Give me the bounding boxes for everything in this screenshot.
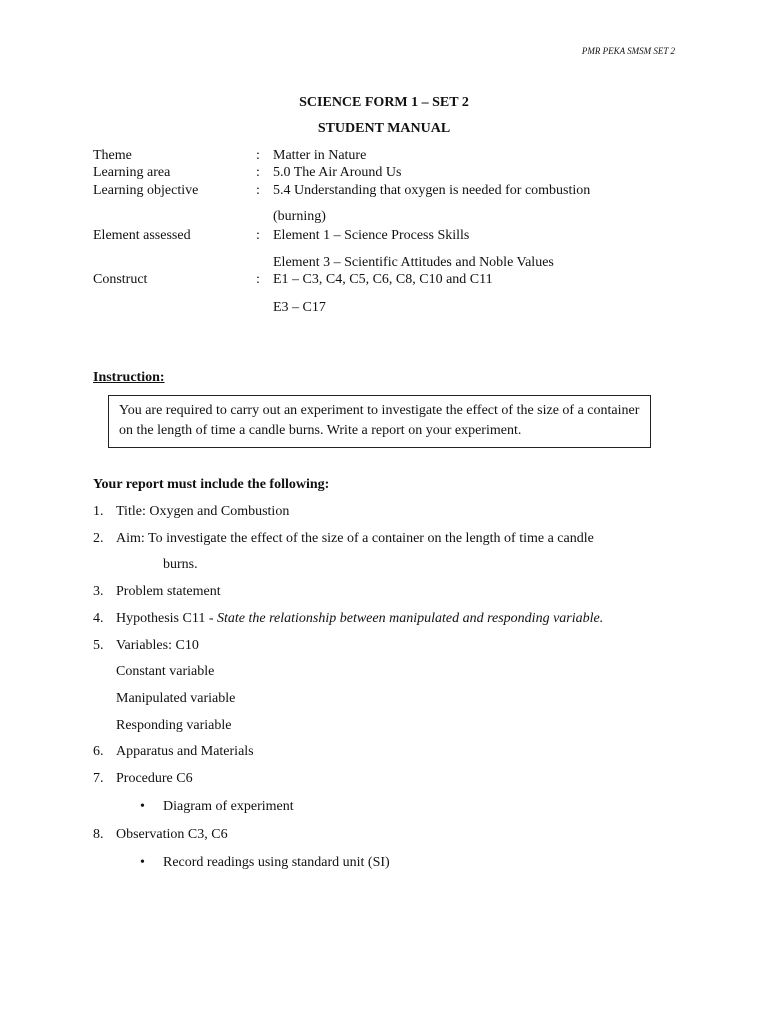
element-assessed-label: Element assessed	[93, 228, 191, 243]
list-item-number: 6.	[93, 744, 104, 759]
bullet-item: Record readings using standard unit (SI)	[163, 855, 390, 870]
list-item-number: 3.	[93, 584, 104, 599]
list-item-number: 7.	[93, 771, 104, 786]
list-item-number: 4.	[93, 611, 104, 626]
document-subtitle: STUDENT MANUAL	[317, 121, 451, 136]
list-item: Variables: C10	[116, 638, 199, 653]
theme-value: Matter in Nature	[273, 148, 367, 163]
list-item: Apparatus and Materials	[116, 744, 254, 759]
bullet-icon: •	[140, 799, 145, 814]
hypothesis-label: Hypothesis C11 -	[116, 611, 217, 626]
learning-objective-value-cont: (burning)	[273, 209, 326, 224]
list-item: Procedure C6	[116, 771, 193, 786]
list-item-number: 2.	[93, 531, 104, 546]
list-item: Problem statement	[116, 584, 221, 599]
colon: :	[256, 148, 260, 163]
hypothesis-note: State the relationship between manipulated and responding variable.	[216, 611, 604, 626]
sub-item: Manipulated variable	[116, 691, 236, 706]
list-item: Aim: To investigate the effect of the size of a container on the length of time a candle	[116, 531, 594, 546]
construct-value-1: E1 – C3, C4, C5, C6, C8, C10 and C11	[273, 272, 493, 287]
list-item-number: 5.	[93, 638, 104, 653]
learning-area-label: Learning area	[93, 165, 171, 180]
learning-objective-label: Learning objective	[93, 183, 199, 198]
list-item-number: 8.	[93, 827, 104, 842]
learning-objective-value: 5.4 Understanding that oxygen is needed for combustion	[273, 183, 591, 198]
construct-label: Construct	[93, 272, 148, 287]
element-assessed-value-1: Element 1 – Science Process Skills	[273, 228, 470, 243]
running-header: PMR PEKA SMSM SET 2	[581, 46, 675, 56]
list-item	[116, 611, 603, 627]
sub-item: Constant variable	[116, 664, 215, 679]
bullet-icon: •	[140, 855, 145, 870]
instruction-box: You are required to carry out an experiment to investigate the effect of the size of a container on the length of time a candle burns. Write a report on your experiment.	[108, 395, 651, 448]
colon: :	[256, 183, 260, 198]
learning-area-value: 5.0 The Air Around Us	[273, 165, 402, 180]
theme-label: Theme	[93, 148, 132, 163]
sub-item: Responding variable	[116, 718, 232, 733]
colon: :	[256, 272, 260, 287]
instruction-heading: Instruction:	[93, 370, 165, 385]
construct-value-2: E3 – C17	[273, 300, 326, 315]
list-item-number: 1.	[93, 504, 104, 519]
colon: :	[256, 228, 260, 243]
list-item-continuation: burns.	[163, 557, 198, 572]
colon: :	[256, 165, 260, 180]
document-title: SCIENCE FORM 1 – SET 2	[299, 95, 469, 110]
list-item: Title: Oxygen and Combustion	[116, 504, 290, 519]
bullet-item: Diagram of experiment	[163, 799, 294, 814]
list-item: Observation C3, C6	[116, 827, 228, 842]
report-heading: Your report must include the following:	[93, 477, 330, 492]
element-assessed-value-2: Element 3 – Scientific Attitudes and Noble Values	[273, 255, 554, 270]
